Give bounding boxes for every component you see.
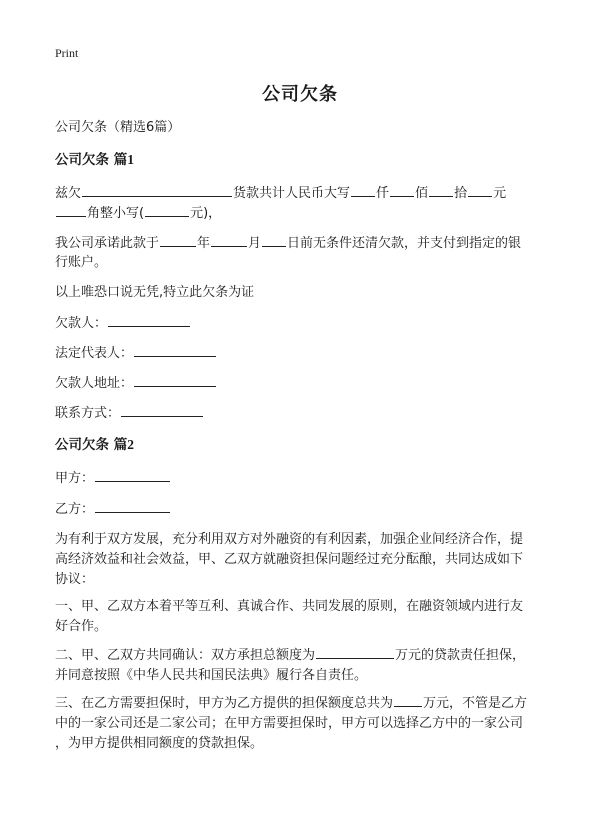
unit-yuan: 元 bbox=[493, 186, 507, 201]
unit-month: 月 bbox=[248, 236, 262, 251]
address-label: 欠款人地址： bbox=[55, 376, 134, 391]
total-guarantee-blank[interactable] bbox=[316, 645, 394, 659]
unit-bai: 佰 bbox=[415, 186, 429, 201]
yuan-blank[interactable] bbox=[468, 183, 492, 197]
amount-label: 货款共计人民币大写 bbox=[233, 186, 351, 201]
legal-rep-blank[interactable] bbox=[134, 343, 216, 357]
debtor-field bbox=[55, 313, 191, 334]
party-b-blank[interactable] bbox=[95, 499, 170, 513]
legal-rep-field bbox=[55, 343, 217, 364]
party-b-field bbox=[55, 499, 171, 520]
address-field bbox=[55, 373, 217, 394]
day-blank[interactable] bbox=[262, 233, 286, 247]
section2-heading bbox=[55, 435, 134, 455]
party-a-label: 甲方： bbox=[55, 471, 95, 486]
document-subtitle: 公司欠条（精选6篇） bbox=[55, 120, 181, 135]
clause3-line-2: 中的一家公司还是二家公司；在甲方需要担保时，甲方可以选择乙方中的一家公司 bbox=[55, 716, 524, 731]
qian-blank[interactable] bbox=[351, 183, 375, 197]
document-title: 公司欠条 bbox=[262, 84, 338, 105]
debtor-blank[interactable] bbox=[108, 313, 190, 327]
intro-line-1: 为有利于双方发展，充分利用双方对外融资的有利因素，加强企业间经济合作，提 bbox=[55, 532, 524, 547]
clause3-line-1 bbox=[55, 693, 565, 714]
section1-amount-line bbox=[55, 183, 506, 204]
unit-yuan-close: 元)， bbox=[190, 206, 222, 221]
clause1-line-2: 好合作。 bbox=[55, 619, 108, 634]
contact-label: 联系方式： bbox=[55, 406, 121, 421]
party-a-field bbox=[55, 468, 171, 489]
contact-field bbox=[55, 403, 204, 424]
address-blank[interactable] bbox=[134, 373, 216, 387]
creditor-name-blank[interactable] bbox=[82, 183, 232, 197]
section2-heading-text: 公司欠条 篇 bbox=[55, 437, 128, 453]
section1-proof-text: 以上唯恐口说无凭,特立此欠条为证 bbox=[55, 285, 255, 300]
section1-heading-number: 1 bbox=[127, 152, 134, 167]
jiao-blank[interactable] bbox=[56, 203, 86, 217]
section2-intro bbox=[55, 530, 565, 590]
debtor-label: 欠款人： bbox=[55, 316, 108, 331]
contact-blank[interactable] bbox=[121, 403, 203, 417]
shi-blank[interactable] bbox=[429, 183, 453, 197]
unit-qian: 仟 bbox=[376, 186, 390, 201]
guarantee-amount-blank[interactable] bbox=[394, 693, 422, 707]
print-link[interactable]: Print bbox=[55, 46, 79, 60]
section2-heading-number: 2 bbox=[127, 437, 134, 452]
unit-year: 年 bbox=[197, 236, 211, 251]
month-blank[interactable] bbox=[211, 233, 247, 247]
section1-promise-line bbox=[55, 233, 521, 254]
promise-suffix: 日前无条件还清欠款，并支付到指定的银 bbox=[287, 236, 522, 251]
unit-shi: 拾 bbox=[454, 186, 468, 201]
section1-promise-line-2: 行账户。 bbox=[55, 255, 108, 270]
party-b-label: 乙方： bbox=[55, 502, 95, 517]
promise-prefix: 我公司承诺此款于 bbox=[55, 236, 160, 251]
intro-line-3: 协议： bbox=[55, 572, 95, 587]
bai-blank[interactable] bbox=[390, 183, 414, 197]
clause3-text-b: 万元，不管是乙方 bbox=[423, 696, 528, 711]
clause-2 bbox=[55, 645, 565, 686]
clause1-line-1: 一、甲、乙双方本着平等互利、真诚合作、共同发展的原则，在融资领域内进行友 bbox=[55, 599, 524, 614]
clause-1 bbox=[55, 597, 565, 637]
section1-small-amount-line bbox=[55, 203, 221, 224]
lowercase-amount-blank[interactable] bbox=[145, 203, 189, 217]
debtor-prefix: 兹欠 bbox=[55, 186, 82, 201]
section1-heading-text: 公司欠条 篇 bbox=[55, 152, 128, 168]
clause2-line-2: 并同意按照《中华人民共和国民法典》履行各自责任。 bbox=[55, 668, 368, 683]
clause2-text-b: 万元的贷款责任担保， bbox=[395, 648, 526, 663]
unit-jiao: 角整小写( bbox=[87, 206, 145, 221]
clause2-text-a: 二、甲、乙双方共同确认：双方承担总额度为 bbox=[55, 648, 316, 663]
clause3-text-a: 三、在乙方需要担保时，甲方为乙方提供的担保额度总共为 bbox=[55, 696, 394, 711]
clause-3 bbox=[55, 693, 565, 754]
clause3-line-3: ，为甲方提供相同额度的贷款担保。 bbox=[55, 736, 264, 751]
clause2-line-1 bbox=[55, 645, 565, 666]
section1-heading bbox=[55, 150, 134, 170]
year-blank[interactable] bbox=[160, 233, 196, 247]
intro-line-2: 高经济效益和社会效益，甲、乙双方就融资担保问题经过充分酝酿，共同达成如下 bbox=[55, 552, 524, 567]
party-a-blank[interactable] bbox=[95, 468, 170, 482]
legal-rep-label: 法定代表人： bbox=[55, 346, 134, 361]
